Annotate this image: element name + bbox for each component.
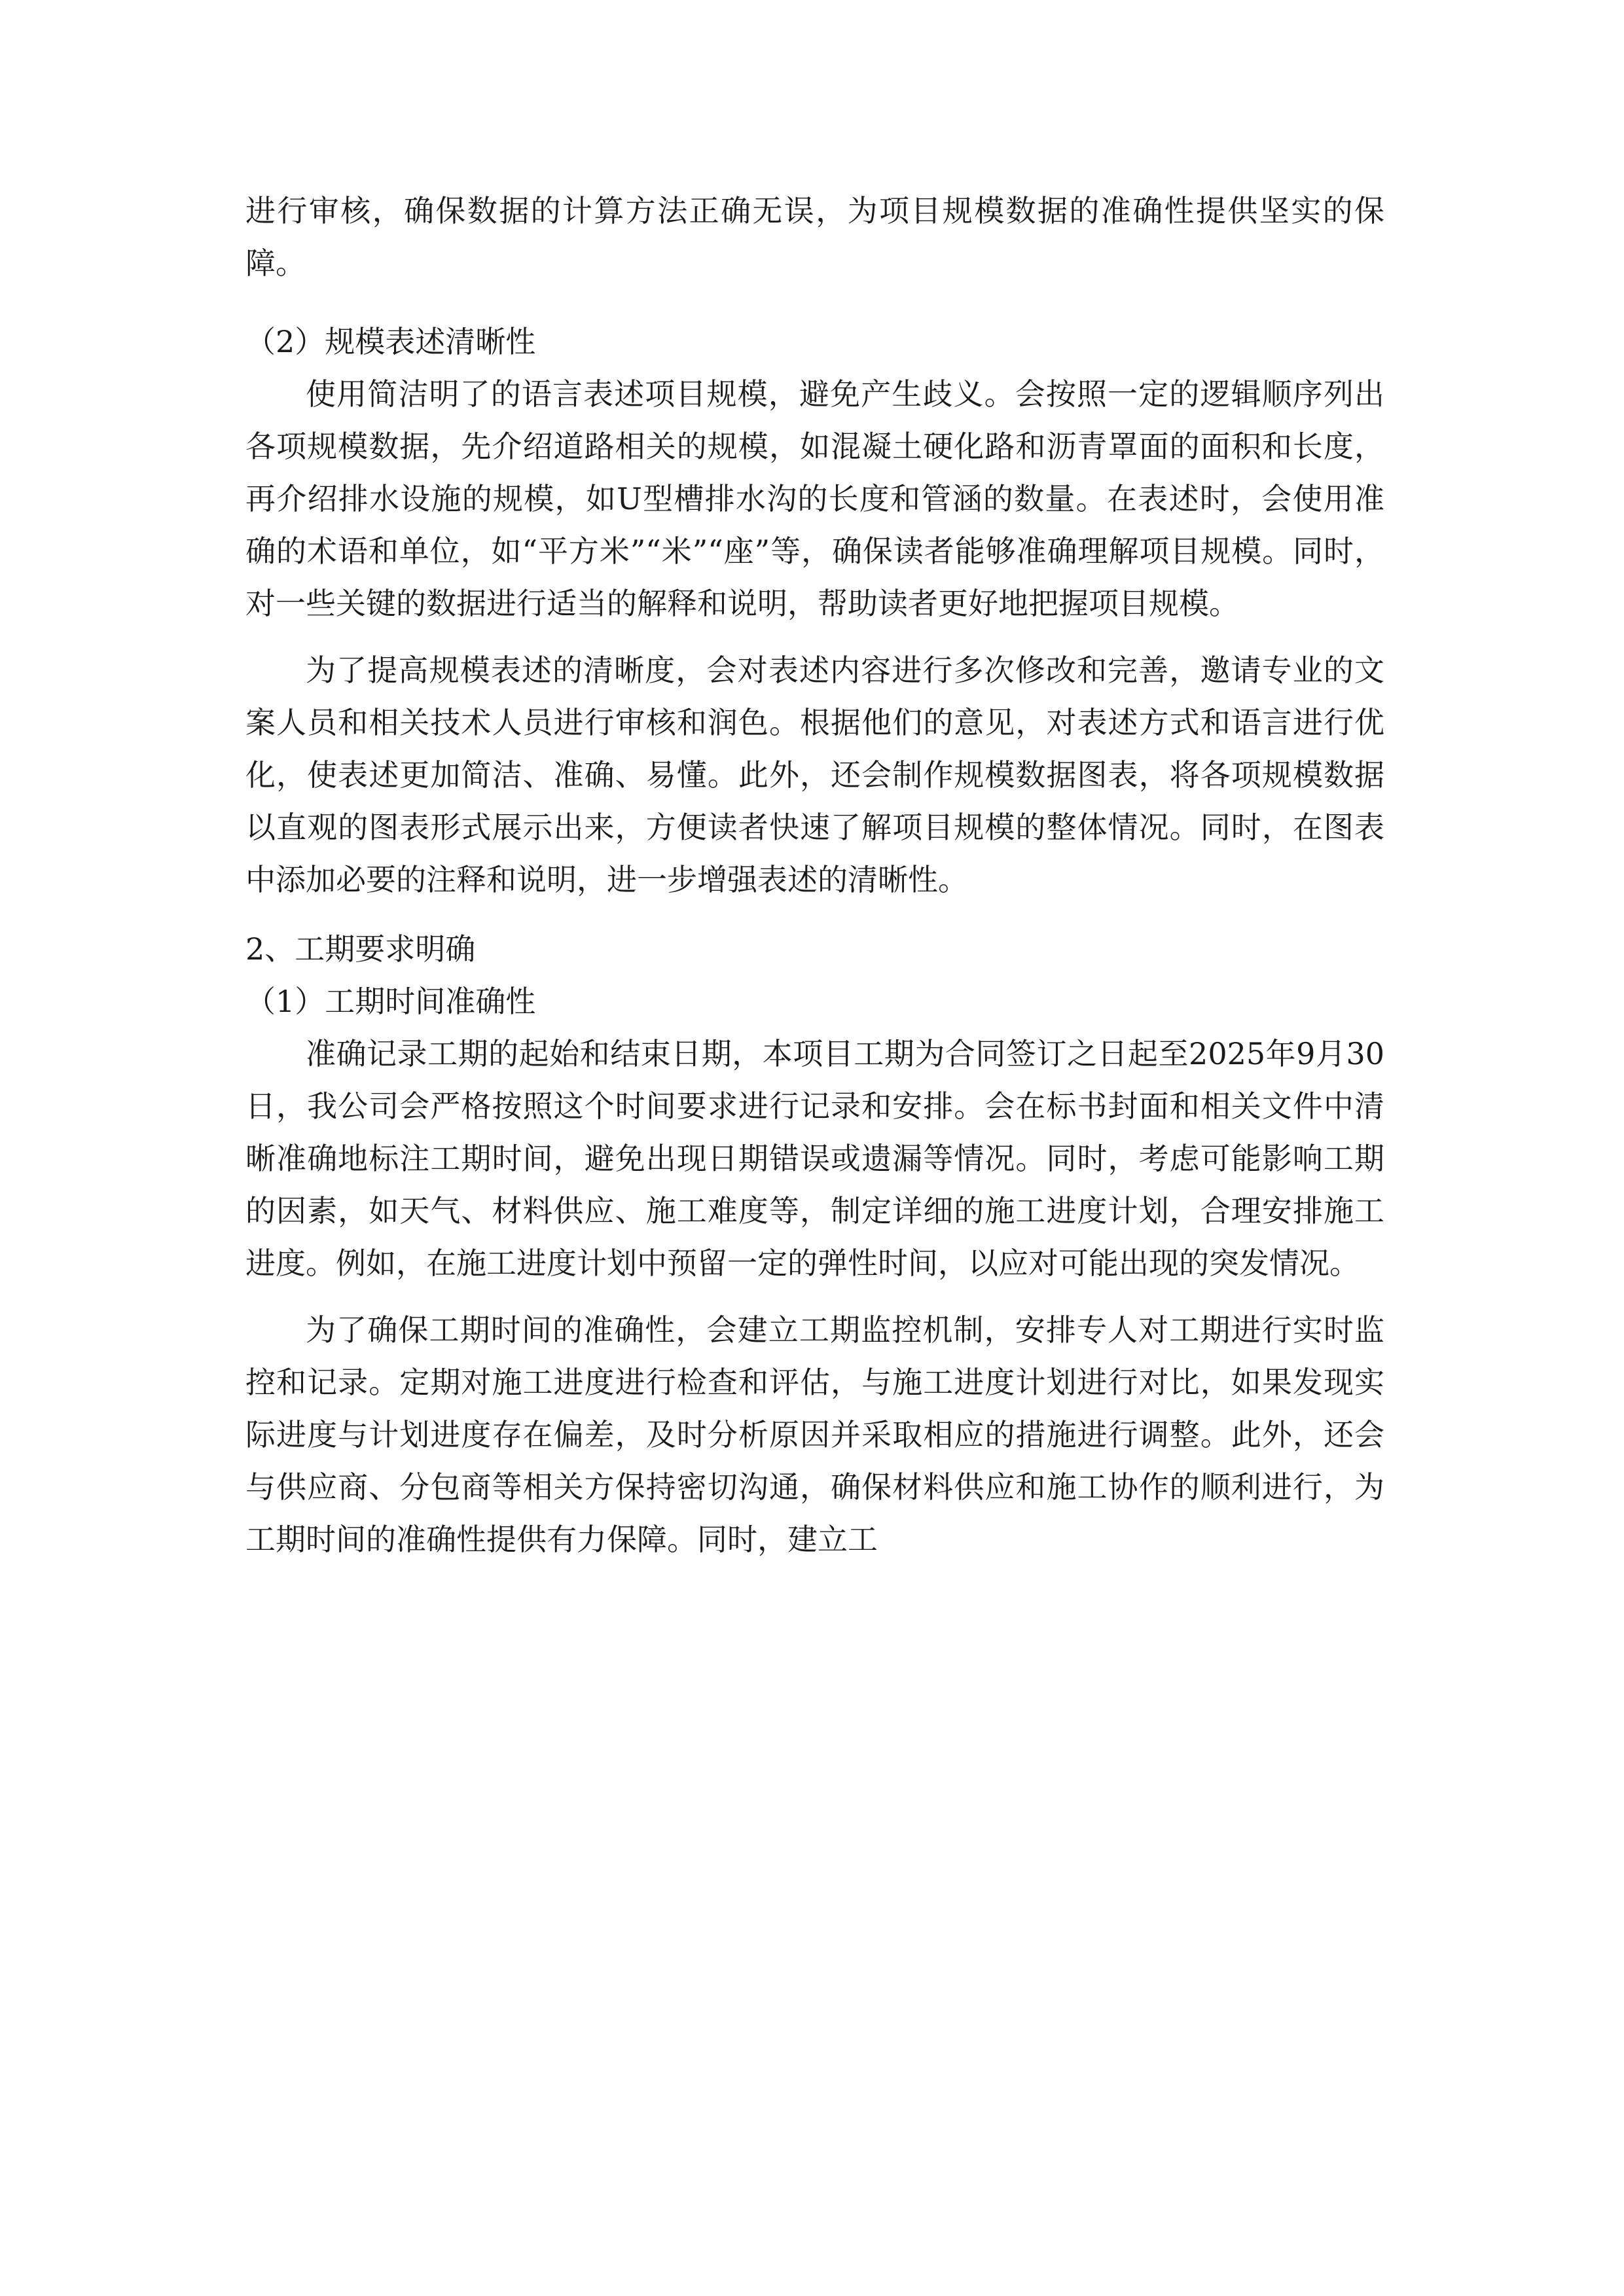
heading-scale-clarity: （2）规模表述清晰性 [245,324,536,359]
heading-schedule-accuracy: （1）工期时间准确性 [245,984,536,1019]
document-body [245,185,1384,1566]
paragraph-scale-expression: 使用简洁明了的语言表述项目规模，避免产生歧义。会按照一定的逻辑顺序列出各项规模数据，先介绍道路相关的规模，如混凝土硬化路和沥青罩面的面积和长度，再介绍排水设施的规模，如U型槽排水沟的长度和管涵的数量。在表述时，会使用准确的术语和单位，如“平方米”“米”“座”等，确保读者能够准确理解项目规模。同时，对一些关键的数据进行适当的解释和说明，帮助读者更好地把握项目规模。 [245,376,1384,621]
paragraph-schedule-monitoring: 为了确保工期时间的准确性，会建立工期监控机制，安排专人对工期进行实时监控和记录。定期对施工进度进行检查和评估，与施工进度计划进行对比，如果发现实际进度与计划进度存在偏差，及时分析原因并采取相应的措施进行调整。此外，还会与供应商、分包商等相关方保持密切沟通，确保材料供应和施工协作的顺利进行，为工期时间的准确性提供有力保障。同时，建立工 [245,1312,1384,1557]
paragraph-scale-clarity-improvement: 为了提高规模表述的清晰度，会对表述内容进行多次修改和完善，邀请专业的文案人员和相关技术人员进行审核和润色。根据他们的意见，对表述方式和语言进行优化，使表述更加简洁、准确、易懂。此外，还会制作规模数据图表，将各项规模数据以直观的图表形式展示出来，方便读者快速了解项目规模的整体情况。同时，在图表中添加必要的注释和说明，进一步增强表述的清晰性。 [245,653,1384,897]
heading-schedule-requirements: 2、工期要求明确 [245,931,476,967]
paragraph-schedule-dates: 准确记录工期的起始和结束日期，本项目工期为合同签订之日起至2025年9月30日，我公司会严格按照这个时间要求进行记录和安排。会在标书封面和相关文件中清晰准确地标注工期时间，避免出现日期错误或遗漏等情况。同时，考虑可能影响工期的因素，如天气、材料供应、施工难度等，制定详细的施工进度计划，合理安排施工进度。例如，在施工进度计划中预留一定的弹性时间，以应对可能出现的突发情况。 [245,1036,1384,1281]
paragraph-continuation: 进行审核，确保数据的计算方法正确无误，为项目规模数据的准确性提供坚实的保障。 [245,193,1384,281]
